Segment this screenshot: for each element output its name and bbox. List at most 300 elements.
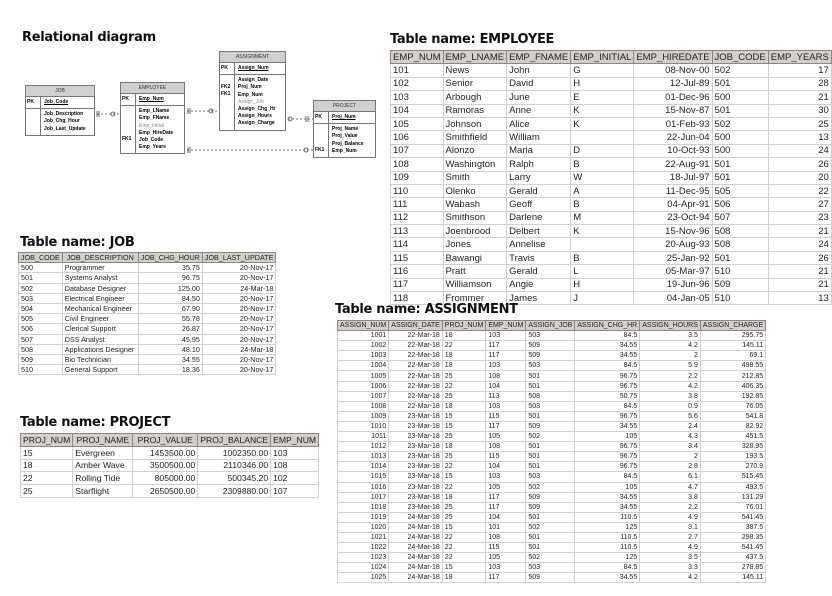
field: Proj_Value [332,133,358,140]
table-cell [571,238,634,251]
table-cell: 24-Mar-18 [389,573,443,583]
table-cell: 25 [768,117,831,130]
table-cell: 1453500.00 [133,446,198,459]
table-row [19,354,276,364]
table-cell: 24-Mar-18 [389,532,443,542]
table-cell: 20-Nov-17 [202,324,276,334]
table-cell: 22 [442,532,486,542]
table-cell: 117 [486,573,526,583]
table-row [391,225,832,238]
table-cell: DSS Analyst [62,334,138,344]
table-cell: 55.78 [138,314,202,324]
table-cell: 20-Nov-17 [202,263,276,273]
entity-name: JOB [26,86,94,97]
table-cell: 501 [526,411,575,421]
table-cell: 3.1 [640,522,701,532]
column-header: JOB_LAST_UPDATE [202,253,276,263]
table-cell: 501 [712,251,768,264]
column-header: JOB_CODE [712,51,768,64]
table-cell: 24-Mar-18 [202,283,276,293]
table-cell: 270.9 [700,462,765,472]
table-cell: 25 [442,432,486,442]
table-cell: Larry [507,171,571,184]
table-row [338,482,766,492]
field: Job_Description [44,111,84,118]
table-cell: 1023 [338,553,389,563]
table-row [19,293,276,303]
table-cell: B [571,198,634,211]
field: Job_Chg_Hour [44,118,80,125]
table-cell: 1008 [338,401,389,411]
table-cell: 117 [486,421,526,431]
column-header: EMP_LNAME [443,51,507,64]
table-cell: 125.00 [138,283,202,293]
table-cell: 84.5 [575,401,640,411]
table-row [338,432,766,442]
table-cell: 4.2 [640,573,701,583]
table-cell: William [507,131,571,144]
table-cell: 508 [712,238,768,251]
column-header: ASSIGN_NUM [338,321,389,331]
table-cell: 502 [526,432,575,442]
table-cell: 509 [526,341,575,351]
table-row [338,512,766,522]
table-cell: 18 [442,331,486,341]
table-cell: 28 [768,77,831,90]
table-cell: 1007 [338,391,389,401]
table-cell: Geoff [507,198,571,211]
table-cell: 34.55 [575,341,640,351]
pk-field: Assign_Num [238,65,269,71]
employee-table [390,50,832,305]
table-cell: Anne [507,104,571,117]
table-cell: 104 [486,512,526,522]
table-cell: 4.3 [640,432,701,442]
table-cell: 18 [442,573,486,583]
table-cell: 193.5 [700,452,765,462]
table-cell: 107 [271,485,319,498]
table-cell: 20-Nov-17 [202,365,276,375]
table-cell: 2.2 [640,502,701,512]
table-cell: 22-Mar-18 [389,371,443,381]
table-cell: 25 [442,452,486,462]
table-row [338,341,766,351]
table-row [391,117,832,130]
table-cell: Applications Designer [62,344,138,354]
table-row [391,144,832,157]
table-cell: June [507,91,571,104]
table-cell: Rolling Tide [73,472,133,485]
table-cell: Smithson [443,211,507,224]
table-cell: 96.75 [575,442,640,452]
table-cell: 101 [391,64,444,77]
table-cell: 1005 [338,371,389,381]
table-cell: 5.9 [640,361,701,371]
table-cell: 125 [575,522,640,532]
table-cell: 145.11 [700,341,765,351]
table-cell: 22-Mar-18 [389,341,443,351]
table-cell: 25 [442,391,486,401]
table-cell: 1009 [338,411,389,421]
table-cell: 278.85 [700,563,765,573]
table-cell: Washington [443,158,507,171]
table-cell: 1016 [338,482,389,492]
table-cell: 105 [575,482,640,492]
table-cell: Gerald [507,265,571,278]
table-cell: 105 [486,432,526,442]
table-cell: 22-Mar-18 [389,361,443,371]
table-cell: 3.3 [640,563,701,573]
table-cell: 501 [526,442,575,452]
table-cell: 1020 [338,522,389,532]
job-table [18,252,276,375]
table-cell: 21 [768,91,831,104]
pk-field: Proj_Num [332,114,356,120]
table-cell: 501 [526,462,575,472]
table-cell: Angie [507,278,571,291]
field: Proj_Name [332,126,359,133]
table-cell: 17 [768,64,831,77]
table-cell: 502 [19,283,63,293]
table-cell: 115 [486,411,526,421]
table-cell: 96.75 [575,462,640,472]
table-cell: 23 [768,211,831,224]
table-cell: 2110346.00 [198,459,271,472]
table-cell: 110.5 [575,512,640,522]
table-cell: L [571,265,634,278]
field: Emp_LName [139,108,170,115]
table-row [391,238,832,251]
table-cell: Gerald [507,184,571,197]
table-cell: 45.95 [138,334,202,344]
table-cell: 24-Mar-18 [389,553,443,563]
table-cell: 298.35 [700,532,765,542]
table-cell: News [443,64,507,77]
table-cell: 26 [768,158,831,171]
table-cell: 4.2 [640,381,701,391]
table-cell: 22-Aug-91 [634,158,712,171]
table-cell: 23-Mar-18 [389,411,443,421]
table-cell: 501 [712,158,768,171]
entity-employee [120,82,185,154]
table-cell: 23-Mar-18 [389,502,443,512]
table-cell: 22-Mar-18 [389,351,443,361]
table-cell: Amber Wave [73,459,133,472]
table-cell: 1024 [338,563,389,573]
table-cell: 20-Nov-17 [202,354,276,364]
table-row [19,314,276,324]
table-cell: Delbert [507,225,571,238]
table-cell: John [507,64,571,77]
table-row [338,573,766,583]
table-cell: 22 [21,472,73,485]
table-cell: 509 [712,278,768,291]
table-row [338,452,766,462]
table-cell: 18 [442,351,486,361]
table-cell: 125 [575,553,640,563]
table-cell: 26.87 [138,324,202,334]
table-row [21,472,319,485]
table-row [391,278,832,291]
table-cell: Williamson [443,278,507,291]
table-row [19,283,276,293]
table-row [338,522,766,532]
column-header: PROJ_NUM [21,434,73,447]
table-cell: 13 [768,292,831,305]
table-cell: 1004 [338,361,389,371]
table-cell: 406.35 [700,381,765,391]
table-cell: Arbough [443,91,507,104]
table-cell: 3.4 [640,442,701,452]
column-header: EMP_HIREDATE [634,51,712,64]
table-cell: 103 [391,91,444,104]
table-cell: 541.45 [700,543,765,553]
pk-field: Emp_Num [139,96,164,102]
table-cell: Mechanical Engineer [62,303,138,313]
table-cell: 05-Mar-97 [634,265,712,278]
table-cell: 21 [768,225,831,238]
table-row [338,553,766,563]
table-cell: 24-Mar-18 [202,344,276,354]
table-cell: H [571,278,634,291]
table-cell: Frommer [443,292,507,305]
table-row [21,446,319,459]
table-cell: 111 [391,198,444,211]
table-cell: 2.8 [640,462,701,472]
table-cell: K [571,117,634,130]
table-cell: 503 [19,293,63,303]
table-cell: 34.55 [575,492,640,502]
table-cell: 1015 [338,472,389,482]
table-cell: H [571,77,634,90]
pk-label: PK [121,94,136,105]
table-cell: 18.36 [138,365,202,375]
table-row [338,543,766,553]
table-cell: 6.1 [640,472,701,482]
table-cell: 502 [526,482,575,492]
table-cell: 22-Mar-18 [389,391,443,401]
table-cell: 131.29 [700,492,765,502]
table-cell: 96.75 [575,371,640,381]
table-cell: 22-Mar-18 [389,331,443,341]
table-row [338,411,766,421]
table-cell: K [571,104,634,117]
table-row [391,265,832,278]
table-cell: 506 [712,198,768,211]
table-cell: 103 [271,446,319,459]
table-cell: 108 [486,532,526,542]
table-cell: 387.5 [700,522,765,532]
table-cell: 18 [442,492,486,502]
table-cell: 3.5 [640,331,701,341]
table-cell: 22 [442,381,486,391]
table-cell: Ralph [507,158,571,171]
table-cell: 502 [526,553,575,563]
table-cell: 501 [712,77,768,90]
table-row [391,104,832,117]
table-cell: 1011 [338,432,389,442]
table-cell: 192.85 [700,391,765,401]
table-row [338,421,766,431]
table-cell: 437.5 [700,553,765,563]
table-cell: 96.75 [575,381,640,391]
table-cell: 84.5 [575,472,640,482]
table-cell: 84.5 [575,361,640,371]
table-cell: 145.11 [700,573,765,583]
table-row [391,158,832,171]
table-cell: 108 [486,371,526,381]
table-cell: 805000.00 [133,472,198,485]
relational-diagram-title: Relational diagram [22,30,156,45]
table-cell: 115 [486,543,526,553]
table-cell: 509 [19,354,63,364]
table-cell: 27 [768,198,831,211]
table-cell: 505 [19,314,63,324]
table-cell: 1010 [338,421,389,431]
pk-label: PK [26,97,41,108]
table-cell: Johnson [443,117,507,130]
table-cell: M [571,211,634,224]
table-cell: Bio Technician [62,354,138,364]
field: Proj_Num [238,84,262,91]
table-cell: A [571,184,634,197]
column-header: PROJ_NAME [73,434,133,447]
table-cell: 15 [21,446,73,459]
table-cell: 505 [712,184,768,197]
table-cell: 295.75 [700,331,765,341]
project-table [20,433,319,498]
fk-label: FK1 [314,124,329,157]
table-cell: 107 [391,144,444,157]
table-cell: 23-Oct-94 [634,211,712,224]
table-cell: 504 [19,303,63,313]
table-cell: 34.55 [575,421,640,431]
table-row [338,381,766,391]
table-row [338,492,766,502]
table-cell: 1006 [338,381,389,391]
table-cell: 23-Mar-18 [389,472,443,482]
table-cell: 23-Mar-18 [389,492,443,502]
table-cell: 2650500.00 [133,485,198,498]
column-header: ASSIGN_DATE [389,321,443,331]
table-cell: 2 [640,452,701,462]
table-cell: 108 [486,442,526,452]
table-cell: 25-Jan-92 [634,251,712,264]
table-cell: 110 [391,184,444,197]
table-cell: 3.5 [640,553,701,563]
table-cell: 328.95 [700,442,765,452]
field: Assign_Date [238,77,269,84]
table-cell: 1022 [338,543,389,553]
table-cell: 23-Mar-18 [389,432,443,442]
table-row [391,184,832,197]
table-cell: K [571,225,634,238]
table-row [391,64,832,77]
table-cell: 04-Apr-91 [634,198,712,211]
pk-label: PK [220,63,235,74]
table-cell: 34.55 [575,502,640,512]
table-cell: 18 [21,459,73,472]
table-cell: 451.5 [700,432,765,442]
table-cell: 502 [526,522,575,532]
table-cell: 498.55 [700,361,765,371]
table-cell: 2.7 [640,532,701,542]
table-cell: 1002 [338,341,389,351]
table-cell: Smith [443,171,507,184]
table-cell: 500 [19,263,63,273]
table-cell: 22 [442,543,486,553]
field: Emp_Initial [139,122,164,129]
table-cell: 15 [442,522,486,532]
table-cell: 108 [271,459,319,472]
table-cell: 22-Jun-04 [634,131,712,144]
table-row [19,263,276,273]
table-row [338,361,766,371]
table-cell: 19-Jun-96 [634,278,712,291]
table-row [19,334,276,344]
table-cell: 2.2 [640,371,701,381]
table-cell: 110.5 [575,543,640,553]
table-row [338,391,766,401]
pk-field: Job_Code [44,99,69,105]
table-cell: 105 [575,432,640,442]
table-cell: 503 [526,401,575,411]
table-cell: W [571,171,634,184]
table-cell: Smithfield [443,131,507,144]
field: Assign_Charge [238,120,275,127]
table-cell: 103 [486,361,526,371]
table-row [19,324,276,334]
table-cell: 3500500.00 [133,459,198,472]
table-cell: 26 [768,251,831,264]
table-cell: 2 [640,351,701,361]
table-cell: 25 [442,502,486,512]
table-cell: 501 [526,452,575,462]
column-header: JOB_DESCRIPTION [62,253,138,263]
table-cell: D [571,144,634,157]
table-cell: 67.90 [138,303,202,313]
table-cell: 508 [19,344,63,354]
table-row [21,459,319,472]
table-cell: 1002350.00 [198,446,271,459]
table-row [391,91,832,104]
table-cell: 117 [486,502,526,512]
table-cell: 104 [486,462,526,472]
column-header: EMP_FNAME [507,51,571,64]
table-cell: 24-Mar-18 [389,522,443,532]
table-cell: 117 [486,492,526,502]
table-cell: 510 [712,292,768,305]
table-cell: 4.9 [640,512,701,522]
table-cell: G [571,64,634,77]
assignment-table [337,320,766,583]
table-cell: Joenbrood [443,225,507,238]
table-cell: 117 [486,351,526,361]
table-cell: 507 [712,211,768,224]
table-row [391,211,832,224]
table-cell: 117 [391,278,444,291]
table-cell: 76.01 [700,502,765,512]
table-cell: 3.8 [640,492,701,502]
table-cell: 20-Nov-17 [202,314,276,324]
fk-labels: FK2 FK1 [220,75,235,129]
table-cell: 22-Mar-18 [389,401,443,411]
table-cell: 509 [526,502,575,512]
table-cell: 34.55 [138,354,202,364]
table-cell: 0.9 [640,401,701,411]
table-cell: Starflight [73,485,133,498]
table-cell: 104 [486,381,526,391]
